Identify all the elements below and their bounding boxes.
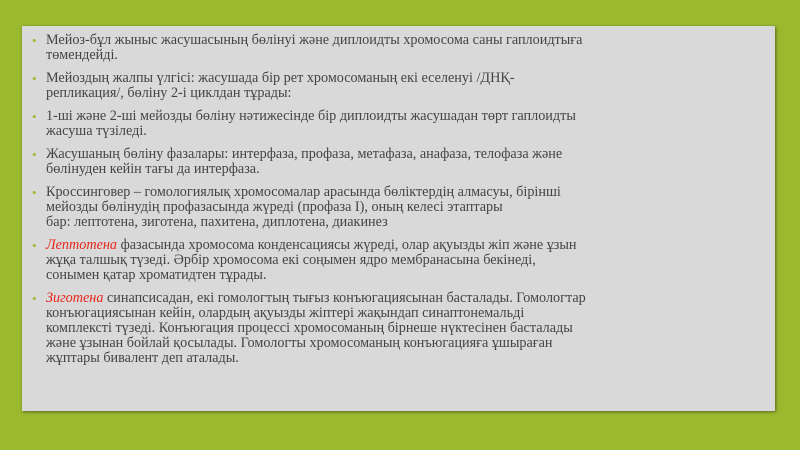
bullet-line: 1-ші және 2-ші мейозды бөліну нәтижесінде бір диплоидты жасушадан төрт гаплоидты bbox=[46, 108, 576, 124]
bullet-item bbox=[32, 146, 757, 177]
bullet-line: бар: лептотена, зиготена, пахитена, диплотена, диакинез bbox=[46, 214, 388, 230]
bullet-icon: • bbox=[32, 185, 37, 200]
bullet-line: сонымен қатар хроматидтен тұрады. bbox=[46, 267, 267, 283]
bullet-line: Мейоз-бұл жыныс жасушасының бөлінуі және диплоидты хромосома саны гаплоидтыға bbox=[46, 32, 583, 48]
bullet-item bbox=[32, 108, 757, 139]
bullet-line: жасуша түзіледі. bbox=[46, 123, 147, 139]
bullet-line: фазасында хромосома конденсациясы жүреді, олар ақуызды жіп және ұзын bbox=[117, 237, 577, 253]
bullet-icon: • bbox=[32, 238, 37, 253]
highlight-term: Лептотена bbox=[46, 237, 118, 253]
bullet-icon: • bbox=[32, 291, 37, 306]
bullet-icon: • bbox=[32, 71, 37, 86]
bullet-line: Кроссинговер – гомологиялық хромосомалар арасында бөліктердің алмасуы, бірінші bbox=[46, 184, 561, 200]
bullet-line: мейозды бөлінудің профазасында жүреді (профаза I), оның келесі этаптары bbox=[46, 199, 503, 215]
bullet-line: төмендейді. bbox=[46, 47, 118, 63]
bullet-list bbox=[22, 26, 775, 366]
bullet-line: конъюгациясынан кейін, олардың ақуызды жіптері жақындап синаптонемальді bbox=[46, 305, 525, 321]
bullet-line: Жасушаның бөліну фазалары: интерфаза, профаза, метафаза, анафаза, телофаза және bbox=[46, 146, 563, 162]
bullet-item bbox=[32, 32, 757, 63]
bullet-icon: • bbox=[32, 109, 37, 124]
bullet-item bbox=[32, 290, 757, 366]
bullet-item bbox=[32, 184, 757, 230]
bullet-line: бөлінуден кейін тағы да интерфаза. bbox=[46, 161, 260, 177]
highlight-term: Зиготена bbox=[46, 290, 104, 306]
bullet-line: Мейоздың жалпы үлгісі: жасушада бір рет хромосоманың екі еселенуі /ДНҚ- bbox=[46, 70, 515, 86]
bullet-line: жұптары бивалент деп аталады. bbox=[46, 350, 239, 366]
bullet-line: репликация/, бөліну 2-і циклдан тұрады: bbox=[46, 85, 292, 101]
bullet-line: жұқа талшық түзеді. Әрбір хромосома екі соңымен ядро мембранасына бекінеді, bbox=[46, 252, 536, 268]
bullet-icon: • bbox=[32, 147, 37, 162]
bullet-line: синапсисадан, екі гомологтың тығыз конъюгациясынан басталады. Гомологтар bbox=[103, 290, 586, 306]
slide-panel bbox=[22, 26, 775, 411]
bullet-line: комплексті түзеді. Конъюгация процессі хромосоманың бірнеше нүктесінен басталады bbox=[46, 320, 573, 336]
bullet-line: және ұзынан бойлай қосылады. Гомологты хромосоманың конъюгацияға ұшыраған bbox=[46, 335, 553, 351]
bullet-item bbox=[32, 237, 757, 283]
bullet-icon: • bbox=[32, 33, 37, 48]
bullet-item bbox=[32, 70, 757, 101]
